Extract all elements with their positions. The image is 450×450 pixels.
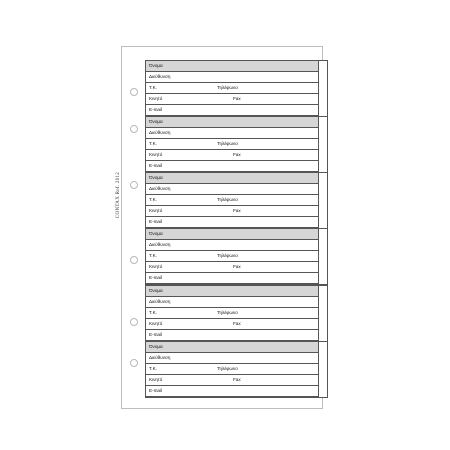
mobile-fax-row[interactable] [146,262,318,273]
postal-phone-label: Τ.Κ. [149,85,157,90]
email-label: E-mail [149,163,163,168]
phone-label: Τηλέφωνο [217,253,238,258]
binder-hole [130,181,138,189]
address-label: Διεύθυνση [149,299,171,304]
binder-hole [130,88,138,96]
name-row[interactable] [146,173,318,184]
mobile-fax-row[interactable] [146,94,318,105]
email-row[interactable] [146,161,318,172]
address-label: Διεύθυνση [149,130,171,135]
address-row[interactable] [146,353,318,364]
postal-phone-row[interactable] [146,83,318,94]
binder-hole [130,256,138,264]
mobile-fax-label: Κινητό [149,377,163,382]
address-label: Διεύθυνση [149,74,171,79]
name-label: Όνομα [149,344,163,349]
contact-entry [145,285,328,342]
mobile-fax-row[interactable] [146,319,318,330]
fax-label: Fax [233,208,241,213]
contact-entry [145,341,328,398]
mobile-fax-label: Κινητό [149,321,163,326]
phone-label: Τηλέφωνο [217,197,238,202]
name-label: Όνομα [149,288,163,293]
mobile-fax-row[interactable] [146,206,318,217]
name-label: Όνομα [149,63,163,68]
postal-phone-label: Τ.Κ. [149,197,157,202]
mobile-fax-label: Κινητό [149,96,163,101]
name-label: Όνομα [149,231,163,236]
index-tab [318,286,327,341]
name-row[interactable] [146,229,318,240]
mobile-fax-label: Κινητό [149,208,163,213]
address-row[interactable] [146,184,318,195]
postal-phone-row[interactable] [146,308,318,319]
email-row[interactable] [146,217,318,228]
name-row[interactable] [146,117,318,128]
postal-phone-row[interactable] [146,364,318,375]
binder-hole [130,318,138,326]
index-tab [318,342,327,397]
index-tab [318,117,327,172]
fax-label: Fax [233,264,241,269]
binder-hole [130,359,138,367]
binder-hole [130,125,138,133]
fax-label: Fax [233,321,241,326]
mobile-fax-label: Κινητό [149,264,163,269]
phone-label: Τηλέφωνο [217,85,238,90]
fax-label: Fax [233,96,241,101]
postal-phone-label: Τ.Κ. [149,310,157,315]
postal-phone-label: Τ.Κ. [149,253,157,258]
contact-entry [145,228,328,285]
address-row[interactable] [146,72,318,83]
name-label: Όνομα [149,175,163,180]
email-label: E-mail [149,219,163,224]
name-row[interactable] [146,61,318,72]
email-row[interactable] [146,386,318,397]
fax-label: Fax [233,152,241,157]
email-label: E-mail [149,107,163,112]
mobile-fax-label: Κινητό [149,152,163,157]
name-row[interactable] [146,286,318,297]
address-label: Διεύθυνση [149,186,171,191]
address-row[interactable] [146,240,318,251]
phone-label: Τηλέφωνο [217,366,238,371]
address-row[interactable] [146,297,318,308]
name-label: Όνομα [149,119,163,124]
mobile-fax-row[interactable] [146,375,318,386]
contact-entry [145,60,328,117]
brand-text: CONTAX Ref. 2012 [116,171,121,219]
email-row[interactable] [146,273,318,284]
organizer-page [116,46,323,409]
address-label: Διεύθυνση [149,355,171,360]
address-row[interactable] [146,128,318,139]
postal-phone-row[interactable] [146,139,318,150]
email-label: E-mail [149,332,163,337]
postal-phone-label: Τ.Κ. [149,141,157,146]
postal-phone-row[interactable] [146,251,318,262]
contact-entry [145,172,328,229]
index-tab [318,61,327,116]
postal-phone-row[interactable] [146,195,318,206]
email-row[interactable] [146,330,318,341]
mobile-fax-row[interactable] [146,150,318,161]
phone-label: Τηλέφωνο [217,141,238,146]
address-label: Διεύθυνση [149,242,171,247]
postal-phone-label: Τ.Κ. [149,366,157,371]
index-tab [318,229,327,284]
contact-entry [145,116,328,173]
fax-label: Fax [233,377,241,382]
phone-label: Τηλέφωνο [217,310,238,315]
index-tab [318,173,327,228]
email-label: E-mail [149,388,163,393]
email-row[interactable] [146,105,318,116]
email-label: E-mail [149,275,163,280]
name-row[interactable] [146,342,318,353]
